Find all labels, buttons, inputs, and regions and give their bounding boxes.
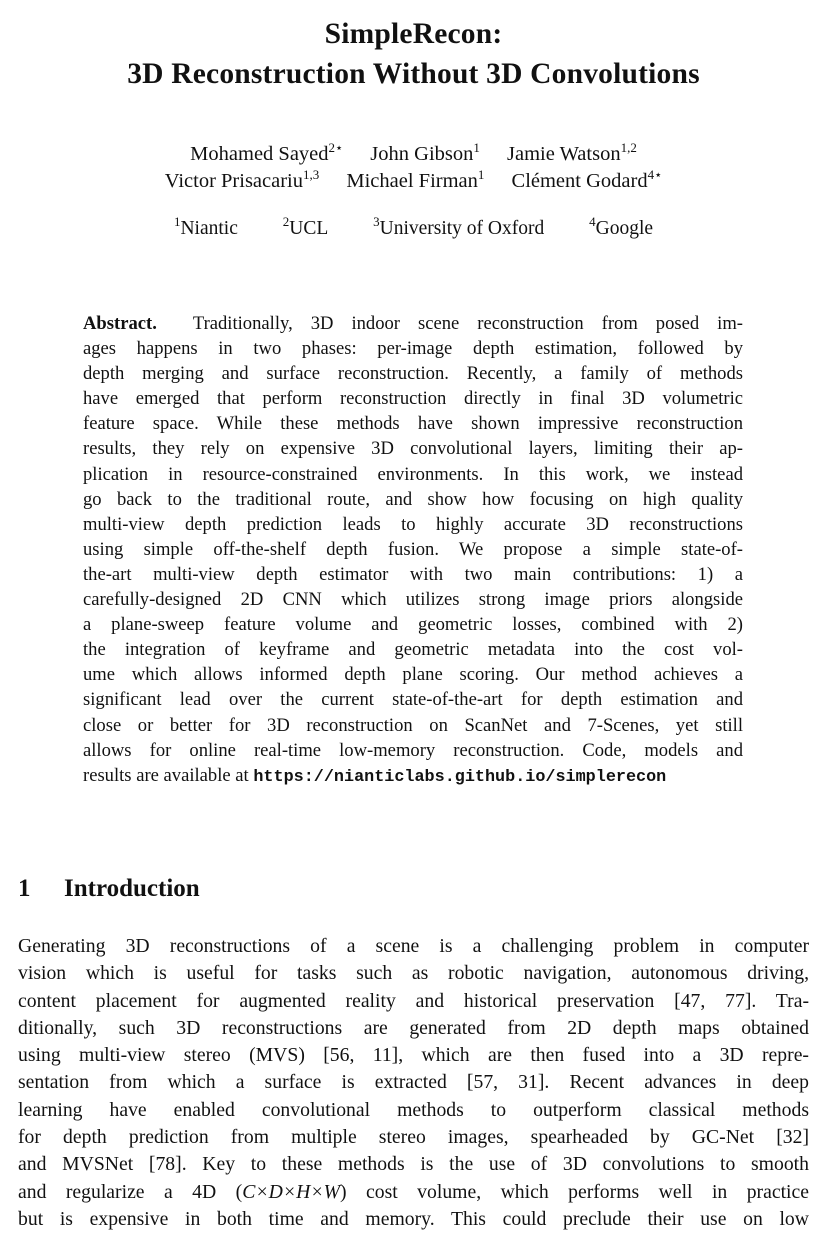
affiliation: $^2$UCL [282,214,329,239]
author: Victor Prisacariu$^{1,3}$ [164,167,320,192]
intro-line: for depth prediction from multiple stereo images, spearheaded by GC-Net [32] [18,1126,809,1149]
affiliation: $^3$University of Oxford [373,214,545,239]
affiliation: $^1$Niantic [173,214,238,239]
abstract-line: significant lead over the current state-of-the-art for depth estimation and [83,689,743,711]
abstract-line: feature space. While these methods have shown impressive reconstruction [83,413,743,435]
abstract-line: results are available at https://nianticlabs.github.io/simplerecon [83,764,667,787]
intro-line: content placement for augmented reality and historical preservation [47, 77]. Tra- [18,989,809,1012]
abstract-line: multi-view depth prediction leads to highly accurate 3D reconstructions [83,513,743,535]
abstract-line: ume which allows informed depth plane scoring. Our method achieves a [83,664,743,686]
abstract-line: a plane-sweep feature volume and geometric losses, combined with 2) [83,614,743,636]
author-list [0,141,827,195]
section-title: Introduction [64,875,200,902]
paper-title-line-2: 3D Reconstruction Without 3D Convolutions [127,58,700,90]
author: Jamie Watson$^{1,2}$ [507,140,637,165]
author: Mohamed Sayed$^{2⋆}$ [190,140,344,165]
project-url-link[interactable]: https://nianticlabs.github.io/simplerecon [253,767,667,787]
intro-line: but is expensive in both time and memory. This could preclude their use on low [18,1207,809,1230]
abstract-line: depth merging and surface reconstruction. Recently, a family of methods [83,363,743,385]
intro-line: sentation from which a surface is extracted [57, 31]. Recent advances in deep [18,1071,809,1094]
abstract-line: the-art multi-view depth estimator with two main contributions: 1) a [83,563,743,585]
paper-title-line-1: SimpleRecon: [324,18,503,50]
introduction-body [18,933,809,1233]
section-heading-introduction [18,873,200,905]
paper-title [0,14,827,94]
abstract-line: carefully-designed 2D CNN which utilizes strong image priors alongside [83,589,743,611]
intro-line: learning have enabled convolutional methods to outperform classical methods [18,1098,809,1121]
cost-volume-dims: C×D×H×W [242,1180,341,1203]
abstract-line: have emerged that perform reconstruction directly in final 3D volumetric [83,388,743,410]
affiliation: $^4$Google [589,214,654,239]
intro-line: vision which is useful for tasks such as robotic navigation, autonomous driving, [18,962,809,985]
abstract-line: Abstract. Traditionally, 3D indoor scene reconstruction from posed im- [83,313,744,334]
author: John Gibson$^1$ [370,140,480,165]
abstract-label: Abstract. [83,313,157,334]
intro-line: and MVSNet [78]. Key to these methods is the use of 3D convolutions to smooth [18,1153,809,1176]
author: Michael Firman$^1$ [346,167,485,192]
affiliation-list [0,216,827,242]
abstract-line: using simple off-the-shelf depth fusion. We propose a simple state-of- [83,538,743,560]
intro-line: and regularize a 4D (C×D×H×W) cost volume, which performs well in practice [18,1180,809,1203]
abstract-line: results, they rely on expensive 3D convolutional layers, limiting their ap- [83,438,743,460]
section-number: 1 [18,875,31,902]
abstract-line: go back to the traditional route, and show how focusing on high quality [83,488,743,510]
abstract-line: plication in resource-constrained environments. In this work, we instead [83,463,743,485]
abstract-line: ages happens in two phases: per-image depth estimation, followed by [83,338,743,360]
intro-line: using multi-view stereo (MVS) [56, 11], which are then fused into a 3D repre- [18,1044,809,1067]
intro-line: ditionally, such 3D reconstructions are generated from 2D depth maps obtained [18,1016,809,1039]
author: Clément Godard$^{4⋆}$ [511,167,663,192]
abstract-line: allows for online real-time low-memory reconstruction. Code, models and [83,739,743,761]
abstract-line: close or better for 3D reconstruction on ScanNet and 7-Scenes, yet still [83,714,743,736]
intro-line: Generating 3D reconstructions of a scene is a challenging problem in computer [18,935,809,957]
abstract [83,311,743,790]
author-row-1 [0,141,827,168]
abstract-line: the integration of keyframe and geometric metadata into the cost vol- [83,639,743,661]
author-row-2 [0,168,827,195]
